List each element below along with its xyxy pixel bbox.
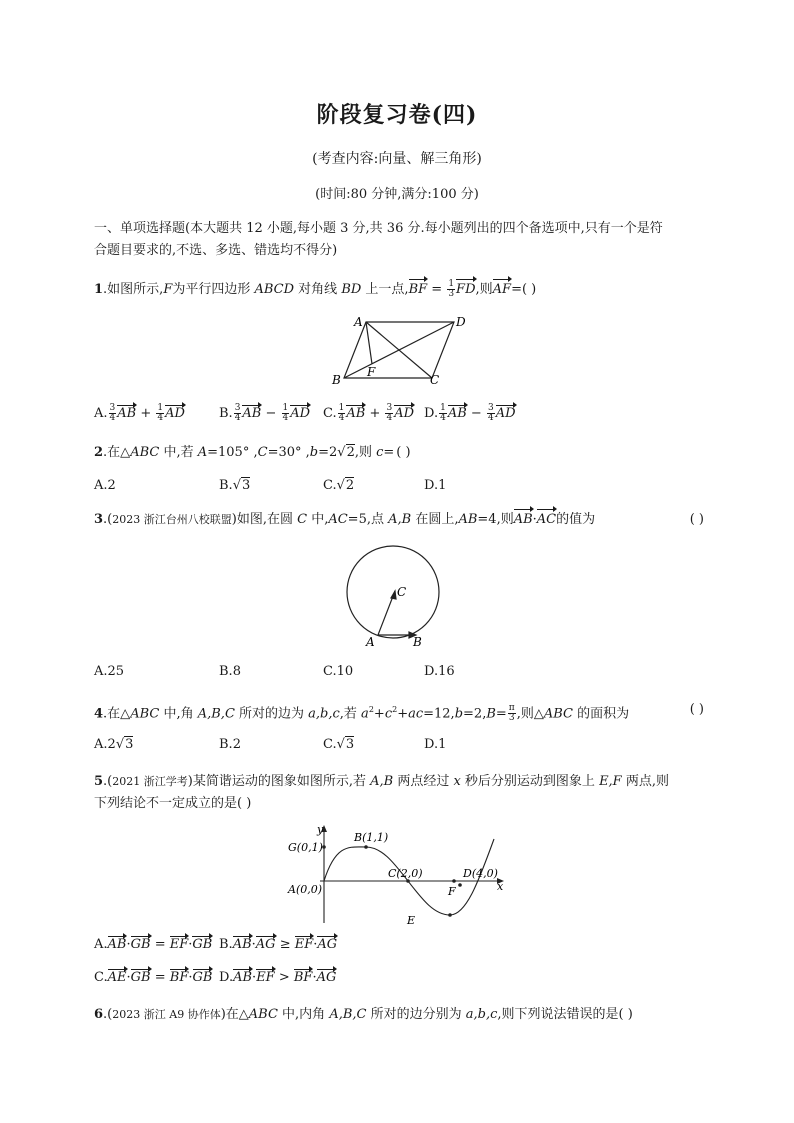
fraction [487, 404, 495, 423]
dot: · [313, 937, 318, 952]
vector: AG [255, 937, 276, 952]
vector: BF [409, 280, 428, 300]
fraction [234, 404, 242, 423]
text: A [197, 445, 208, 460]
radicand: 3 [345, 737, 355, 752]
text: ,则 [354, 445, 377, 460]
vector: BF [293, 970, 313, 985]
text: ABC [130, 706, 160, 722]
radicand: 3 [125, 737, 134, 752]
text: 对角线 [294, 282, 342, 297]
option-b[interactable] [219, 737, 241, 752]
exponent: 2 [392, 705, 398, 714]
text: ,则 [475, 282, 493, 297]
question-number: 2 [94, 445, 104, 460]
option-text: 8 [232, 664, 241, 679]
vector: AC [537, 510, 556, 530]
fraction [447, 280, 455, 299]
option-label: C. [94, 970, 108, 985]
option-text: 2 [107, 737, 116, 752]
text: =5,点 [347, 512, 389, 527]
relation: > [274, 970, 294, 985]
denominator: 4 [386, 413, 393, 423]
option-label: C. [323, 406, 337, 421]
point-label-c: C [430, 373, 440, 387]
text: 两点,则 [621, 774, 669, 789]
question-5 [94, 771, 704, 815]
relation: = [150, 937, 170, 952]
text: C [257, 445, 268, 460]
option-text: 2 [107, 478, 116, 493]
source-tag: 2021 浙江学考 [112, 775, 188, 788]
question-2-options [94, 478, 704, 498]
question-5-options-row-2 [94, 970, 704, 990]
radicand: 2 [345, 478, 355, 493]
text: ABC [130, 445, 160, 460]
numerator: π [508, 703, 515, 714]
parallelogram-figure [330, 312, 470, 388]
vector: AB [117, 406, 137, 421]
option-d[interactable] [424, 404, 516, 423]
option-label: D. [424, 737, 439, 752]
option-label: C. [323, 664, 337, 679]
source-tag: 2023 浙江 A9 协作体 [112, 1008, 221, 1021]
fraction [338, 404, 346, 423]
text: .如图所示, [103, 282, 164, 297]
text: 中,角 [159, 706, 198, 722]
denominator: 3 [448, 289, 455, 299]
option-label: D. [219, 970, 234, 985]
question-5-line-2: 下列结论不一定成立的是( ) [94, 796, 252, 811]
question-3-options [94, 664, 704, 684]
section-line-2: 合题目要求的,不选、多选、错选均不得分) [94, 243, 338, 258]
question-1-options [94, 404, 704, 424]
answer-paren: ( ) [689, 702, 704, 717]
point-label-b: B(1,1) [354, 831, 389, 844]
denominator: 4 [157, 413, 164, 423]
option-text: 1 [438, 478, 447, 493]
operator: − [261, 406, 281, 421]
text: F [163, 282, 173, 297]
dot: · [312, 970, 317, 985]
option-c[interactable] [323, 737, 354, 752]
page-subtitle: (考查内容:向量、解三角形) [312, 151, 482, 167]
dot: · [126, 937, 131, 952]
question-3 [94, 510, 704, 530]
text: .在△ [103, 445, 131, 460]
point-b [364, 845, 368, 849]
text: ,则△ [516, 706, 544, 722]
option-b[interactable] [219, 478, 250, 493]
denominator: 4 [234, 413, 241, 423]
option-a[interactable] [94, 937, 212, 952]
text: ABCD [254, 282, 295, 297]
numerator: 1 [448, 279, 455, 289]
vector: AD [495, 406, 516, 421]
point-label-d: D [456, 315, 466, 329]
option-c[interactable] [94, 970, 212, 985]
diagonal-ac [366, 322, 432, 378]
text: ,则下列说法错误的是( ) [497, 1007, 633, 1022]
option-c[interactable] [323, 664, 353, 679]
harmonic-motion-graph [284, 823, 510, 929]
point-label-a: A(0,0) [288, 883, 323, 896]
text: 的面积为 [573, 706, 630, 722]
operator: + [136, 406, 156, 421]
text: 两点经过 [393, 774, 454, 789]
text: ABC [248, 1007, 278, 1022]
option-label: A. [94, 406, 108, 421]
text: )如图,在圆 [231, 512, 298, 527]
text: A,B,C [197, 706, 235, 722]
option-d[interactable] [424, 478, 446, 493]
option-text: 25 [107, 664, 125, 679]
point-label-g: G(0,1) [288, 841, 323, 854]
answer-paren: ( ) [689, 512, 704, 527]
sqrt-sign: √ [336, 478, 345, 493]
option-c[interactable] [323, 478, 354, 493]
option-a[interactable] [94, 664, 124, 679]
text: =105° , [207, 445, 258, 460]
vector: AG [316, 970, 337, 985]
option-label: B. [219, 937, 233, 952]
text: .( [103, 512, 113, 527]
radicand: 2 [346, 445, 355, 460]
text: AC [328, 512, 348, 527]
text: + [397, 706, 409, 722]
text: 中, [307, 512, 329, 527]
text: =4,则 [477, 512, 514, 527]
point-f [458, 883, 462, 887]
option-d[interactable] [424, 664, 455, 679]
numerator: 3 [386, 403, 393, 413]
text: 中,内角 [277, 1007, 330, 1022]
fraction [109, 404, 117, 423]
vector: AE [107, 970, 127, 985]
vector: AB [233, 970, 253, 985]
text: BD [341, 282, 362, 297]
question-1 [94, 280, 704, 300]
dot: · [126, 970, 131, 985]
denominator: 4 [487, 413, 494, 423]
fraction [508, 704, 516, 723]
vector: AD [165, 406, 185, 421]
exponent: 2 [368, 705, 374, 714]
option-label: C. [323, 737, 337, 752]
option-b[interactable] [219, 404, 310, 423]
vector: FD [456, 280, 475, 300]
text: A,B [388, 512, 412, 527]
point-label-f: F [367, 365, 376, 379]
text: a,b,c [308, 706, 340, 722]
point-label-b: B [413, 635, 422, 649]
text: 为平行四边形 [172, 282, 255, 297]
vector: EF [294, 937, 314, 952]
option-label: B. [219, 737, 233, 752]
question-4 [94, 700, 704, 724]
text: =2 [318, 445, 338, 460]
vector: BF [169, 970, 189, 985]
option-label: D. [424, 664, 439, 679]
vector: AB [107, 937, 127, 952]
text: 在圆上, [411, 512, 459, 527]
dot: · [252, 970, 257, 985]
option-c[interactable] [323, 404, 414, 423]
vector: EF [169, 937, 189, 952]
text: = [511, 282, 522, 297]
question-number: 3 [94, 512, 104, 527]
option-text: 10 [336, 664, 354, 679]
text: =2, [463, 706, 487, 722]
point-label-d: D(4,0) [463, 867, 498, 880]
text: A,B [370, 774, 394, 789]
time-info: (时间:80 分钟,满分:100 分) [315, 187, 479, 202]
question-number: 5 [94, 774, 104, 789]
denominator: 4 [440, 413, 446, 423]
option-label: A. [94, 937, 108, 952]
dot: · [188, 970, 193, 985]
vector: EF [256, 970, 275, 985]
text: 秒后分别运动到图象上 [460, 774, 600, 789]
text: x [453, 774, 461, 789]
denominator: 4 [338, 413, 345, 423]
denominator: 4 [282, 413, 289, 423]
option-a[interactable] [94, 404, 185, 423]
numerator: 3 [109, 403, 116, 413]
point-label-a: A [354, 315, 363, 329]
text: B [486, 706, 496, 722]
point-label-c: C [397, 585, 407, 599]
question-6 [94, 1005, 704, 1025]
source-tag: 2023 浙江台州八校联盟 [112, 513, 232, 526]
vector: GB [130, 937, 151, 952]
text: c [376, 445, 384, 460]
text: a [361, 706, 369, 722]
segment-af [366, 322, 372, 364]
option-label: B. [219, 664, 233, 679]
sqrt-sign: √ [336, 737, 345, 752]
numerator: 3 [234, 403, 241, 413]
question-5-options-row-1 [94, 937, 704, 957]
numerator: 1 [157, 403, 164, 413]
point-label-e: E [407, 914, 416, 927]
fraction [439, 404, 447, 423]
vector: GB [130, 970, 151, 985]
text: + [373, 706, 385, 722]
text: =12, [423, 706, 455, 722]
question-number: 4 [94, 706, 104, 722]
text: a,b,c [465, 1007, 498, 1022]
dot: · [188, 937, 193, 952]
vector: GB [192, 937, 213, 952]
option-d[interactable] [219, 970, 336, 985]
text: A,B,C [329, 1007, 367, 1022]
sqrt-sign: √ [115, 737, 125, 752]
vector: AB [447, 406, 467, 421]
section-line-1: 一、单项选择题(本大题共 12 小题,每小题 3 分,共 36 分.每小题列出的四个备选项中,只有一个是符 [94, 221, 663, 236]
point-label-b: B [332, 373, 341, 387]
question-2 [94, 443, 704, 463]
vector: AD [290, 406, 311, 421]
option-b[interactable] [219, 937, 337, 952]
point-e [448, 913, 452, 917]
page-title: 阶段复习卷(四) [316, 102, 478, 128]
text: · [532, 512, 537, 527]
option-label: C. [323, 478, 337, 493]
question-number: 6 [94, 1007, 104, 1022]
option-label: A. [94, 664, 108, 679]
text: c [384, 706, 393, 722]
option-text: 1 [438, 737, 447, 752]
vector: AG [317, 937, 338, 952]
option-label: D. [424, 478, 439, 493]
numerator: 1 [282, 403, 289, 413]
relation: = [150, 970, 170, 985]
point-d [452, 879, 456, 883]
text: ABC [543, 706, 573, 722]
option-label: A. [94, 737, 108, 752]
arrowhead-ac [391, 591, 396, 599]
option-label: B. [219, 478, 233, 493]
operator: − [466, 406, 486, 421]
text: .( [103, 1007, 113, 1022]
option-a[interactable] [94, 737, 133, 752]
text: )某简谐运动的图象如图所示,若 [187, 774, 371, 789]
question-5-line-1 [94, 771, 704, 793]
numerator: 1 [338, 403, 345, 413]
option-text: 2 [232, 737, 241, 752]
circle-figure [340, 545, 452, 651]
text: 上一点, [361, 282, 409, 297]
fraction [282, 404, 290, 423]
point-label-c: C(2,0) [388, 867, 423, 880]
option-d[interactable] [424, 737, 446, 752]
fraction [156, 404, 164, 423]
text: .( [103, 774, 113, 789]
text: =30° , [267, 445, 310, 460]
vector: AB [242, 406, 262, 421]
numerator: 3 [487, 403, 494, 413]
point-label-a: A [366, 635, 375, 649]
text: 的值为 [556, 512, 596, 527]
text: b [309, 445, 319, 460]
text: AB [458, 512, 478, 527]
denominator: 4 [109, 413, 116, 423]
sqrt-sign: √ [337, 445, 346, 460]
dot: · [251, 937, 256, 952]
vector: AB [346, 406, 366, 421]
text: ,若 [339, 706, 362, 722]
point-label-f: F [448, 885, 456, 898]
text: 所对的边分别为 [366, 1007, 466, 1022]
text: )在△ [220, 1007, 249, 1022]
text: = [383, 445, 395, 460]
denominator: 3 [508, 713, 515, 724]
text: 中,若 [159, 445, 198, 460]
vector: GB [192, 970, 213, 985]
question-4-options [94, 737, 704, 757]
answer-paren: ( ) [396, 445, 411, 460]
text: C [297, 512, 308, 527]
vector: AF [493, 280, 511, 300]
text: = [495, 706, 507, 722]
text: ac [408, 706, 424, 722]
section-heading [94, 218, 704, 262]
fraction [385, 404, 393, 423]
text: 所对的边为 [234, 706, 309, 722]
option-label: A. [94, 478, 108, 493]
option-label: B. [219, 406, 233, 421]
x-axis-label: x [497, 880, 504, 893]
relation: ≥ [275, 937, 295, 952]
text: b [454, 706, 464, 722]
option-a[interactable] [94, 478, 116, 493]
text: E,F [599, 774, 622, 789]
operator: + [365, 406, 385, 421]
question-number: 1 [94, 282, 104, 297]
text: = [427, 282, 447, 297]
option-text: 16 [438, 664, 455, 679]
sqrt-sign: √ [232, 478, 241, 493]
option-label: D. [424, 406, 439, 421]
radicand: 3 [241, 478, 251, 493]
vector: AD [394, 406, 415, 421]
answer-paren: ( ) [521, 282, 537, 297]
numerator: 1 [440, 403, 446, 413]
text: .在△ [103, 706, 131, 722]
vector: AB [514, 510, 533, 530]
option-b[interactable] [219, 664, 241, 679]
y-axis-label: y [317, 823, 324, 836]
vector: AB [232, 937, 252, 952]
circle [347, 546, 439, 638]
